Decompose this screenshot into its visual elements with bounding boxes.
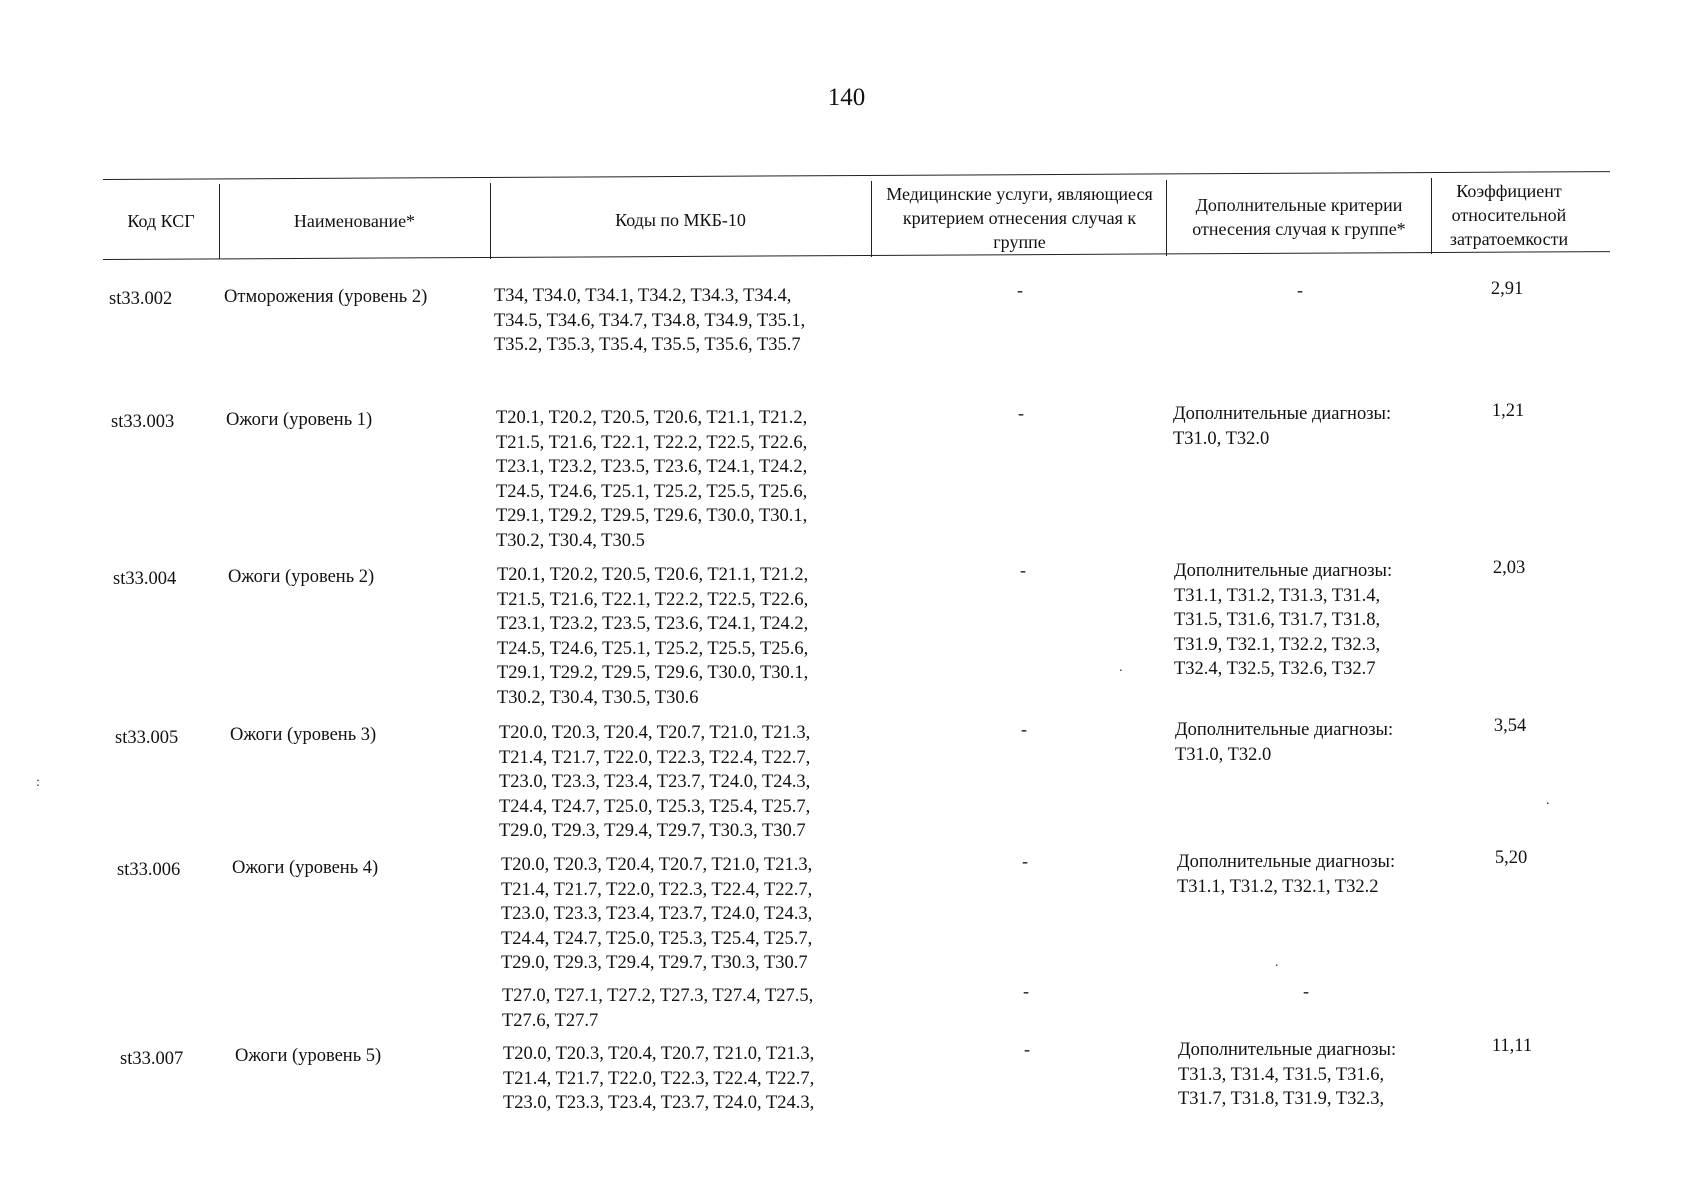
table-row-coefficient: 5,20 [1494, 848, 1528, 868]
table-row-criteria: Дополнительные диагнозы: T31.1, T31.2, T31.3, T31.4, T31.5, T31.6, T31.7, T31.8, T31.9, T32.1, T32.2, T32.3, T32.4, T32.5, T32.6, T32.7 [1174, 561, 1393, 679]
table-row-criteria: Дополнительные диагнозы: T31.1, T31.2, T32.1, T32.2 [1177, 852, 1396, 897]
table-row-name: Ожоги (уровень 3) [230, 725, 377, 745]
scan-speck: . [1546, 793, 1550, 808]
header-name: Наименование* [293, 211, 416, 231]
table-row-coefficient: 11,11 [1491, 1036, 1533, 1056]
header-ksg-code: Код КСГ [127, 211, 195, 231]
table-row-mkb: T20.0, T20.3, T20.4, T20.7, T21.0, T21.3, T21.4, T21.7, T22.0, T22.3, T22.4, T22.7, T23.0, T23.3, T23.4, T23.7, T24.0, T24.3, [503, 1044, 815, 1113]
table-row-name: Ожоги (уровень 5) [235, 1046, 382, 1066]
table-row-criteria: Дополнительные диагнозы: T31.0, T32.0 [1173, 404, 1392, 449]
table-row-code: st33.007 [120, 1049, 184, 1069]
table-row-mkb: T20.1, T20.2, T20.5, T20.6, T21.1, T21.2, T21.5, T21.6, T22.1, T22.2, T22.5, T22.6, T23.1, T23.2, T23.5, T23.6, T24.1, T24.2, T24.5, T24.6, T25.1, T25.2, T25.5, T25.6, T29.1, T29.2, T29.5, T29.6, T30.0, T30.1, T30.2, T30.4, T30.5 [496, 408, 808, 551]
table-top-border [103, 171, 1610, 180]
table-row-criteria: Дополнительные диагнозы: T31.3, T31.4, T31.5, T31.6, T31.7, T31.8, T31.9, T32.3, [1178, 1040, 1397, 1109]
table-row-coefficient: 3,54 [1493, 716, 1527, 736]
table-row-services: - [1023, 981, 1029, 1001]
table-row-coefficient: 2,91 [1490, 279, 1524, 299]
table-row-code: st33.006 [117, 860, 181, 880]
header-medical-services: Медицинские услуги, являющиеся критерием отнесения случая к группе [886, 184, 1153, 252]
header-mkb-codes: Коды по МКБ-10 [615, 210, 746, 230]
table-row-name: Ожоги (уровень 1) [226, 410, 373, 430]
table-row-mkb: T20.0, T20.3, T20.4, T20.7, T21.0, T21.3, T21.4, T21.7, T22.0, T22.3, T22.4, T22.7, T23.0, T23.3, T23.4, T23.7, T24.0, T24.3, T24.4, T24.7, T25.0, T25.3, T25.4, T25.7, T29.0, T29.3, T29.4, T29.7, T30.3, T30.7 [499, 723, 811, 841]
table-row-services: - [1017, 280, 1023, 300]
table-row-name: Ожоги (уровень 2) [228, 567, 375, 587]
table-row-services: - [1024, 1039, 1030, 1059]
column-divider [1166, 180, 1167, 256]
table-row-mkb: T20.0, T20.3, T20.4, T20.7, T21.0, T21.3, T21.4, T21.7, T22.0, T22.3, T22.4, T22.7, T23.0, T23.3, T23.4, T23.7, T24.0, T24.3, T24.4, T24.7, T25.0, T25.3, T25.4, T25.7, T29.0, T29.3, T29.4, T29.7, T30.3, T30.7 [501, 855, 813, 973]
table-row-code: st33.002 [109, 289, 173, 309]
table-row-criteria: - [1303, 981, 1309, 1001]
page-number: 140 [827, 84, 866, 111]
scan-speck: . [1119, 660, 1123, 675]
table-row-services: - [1020, 560, 1026, 580]
scan-speck: : [36, 775, 40, 790]
table-row-mkb: T20.1, T20.2, T20.5, T20.6, T21.1, T21.2, T21.5, T21.6, T22.1, T22.2, T22.5, T22.6, T23.1, T23.2, T23.5, T23.6, T24.1, T24.2, T24.5, T24.6, T25.1, T25.2, T25.5, T25.6, T29.1, T29.2, T29.5, T29.6, T30.0, T30.1, T30.2, T30.4, T30.5, T30.6 [497, 565, 809, 708]
table-row-services: - [1018, 403, 1024, 423]
scan-speck: . [1275, 955, 1279, 970]
column-divider [219, 184, 220, 259]
table-row-code: st33.003 [111, 412, 175, 432]
table-row-mkb: T34, T34.0, T34.1, T34.2, T34.3, T34.4, T34.5, T34.6, T34.7, T34.8, T34.9, T35.1, T35.2, T35.3, T35.4, T35.5, T35.6, T35.7 [494, 286, 806, 355]
column-divider [1431, 178, 1432, 254]
header-additional-criteria: Дополнительные критерии отнесения случая к группе* [1192, 195, 1406, 239]
header-coefficient: Коэффициент относительной затратоемкости [1449, 181, 1569, 249]
table-row-coefficient: 1,21 [1491, 401, 1525, 421]
table-row-services: - [1022, 851, 1028, 871]
table-row-name: Ожоги (уровень 4) [232, 858, 379, 878]
table-row-criteria: Дополнительные диагнозы: T31.0, T32.0 [1175, 720, 1394, 765]
table-row-name: Отморожения (уровень 2) [224, 287, 428, 307]
column-divider [490, 183, 491, 259]
table-row-criteria: - [1297, 280, 1303, 300]
table-row-code: st33.005 [115, 728, 179, 748]
table-row-services: - [1021, 719, 1027, 739]
table-row-code: st33.004 [113, 569, 177, 589]
column-divider [871, 181, 872, 257]
table-row-coefficient: 2,03 [1492, 558, 1526, 578]
table-row-mkb: T27.0, T27.1, T27.2, T27.3, T27.4, T27.5, T27.6, T27.7 [502, 986, 814, 1031]
